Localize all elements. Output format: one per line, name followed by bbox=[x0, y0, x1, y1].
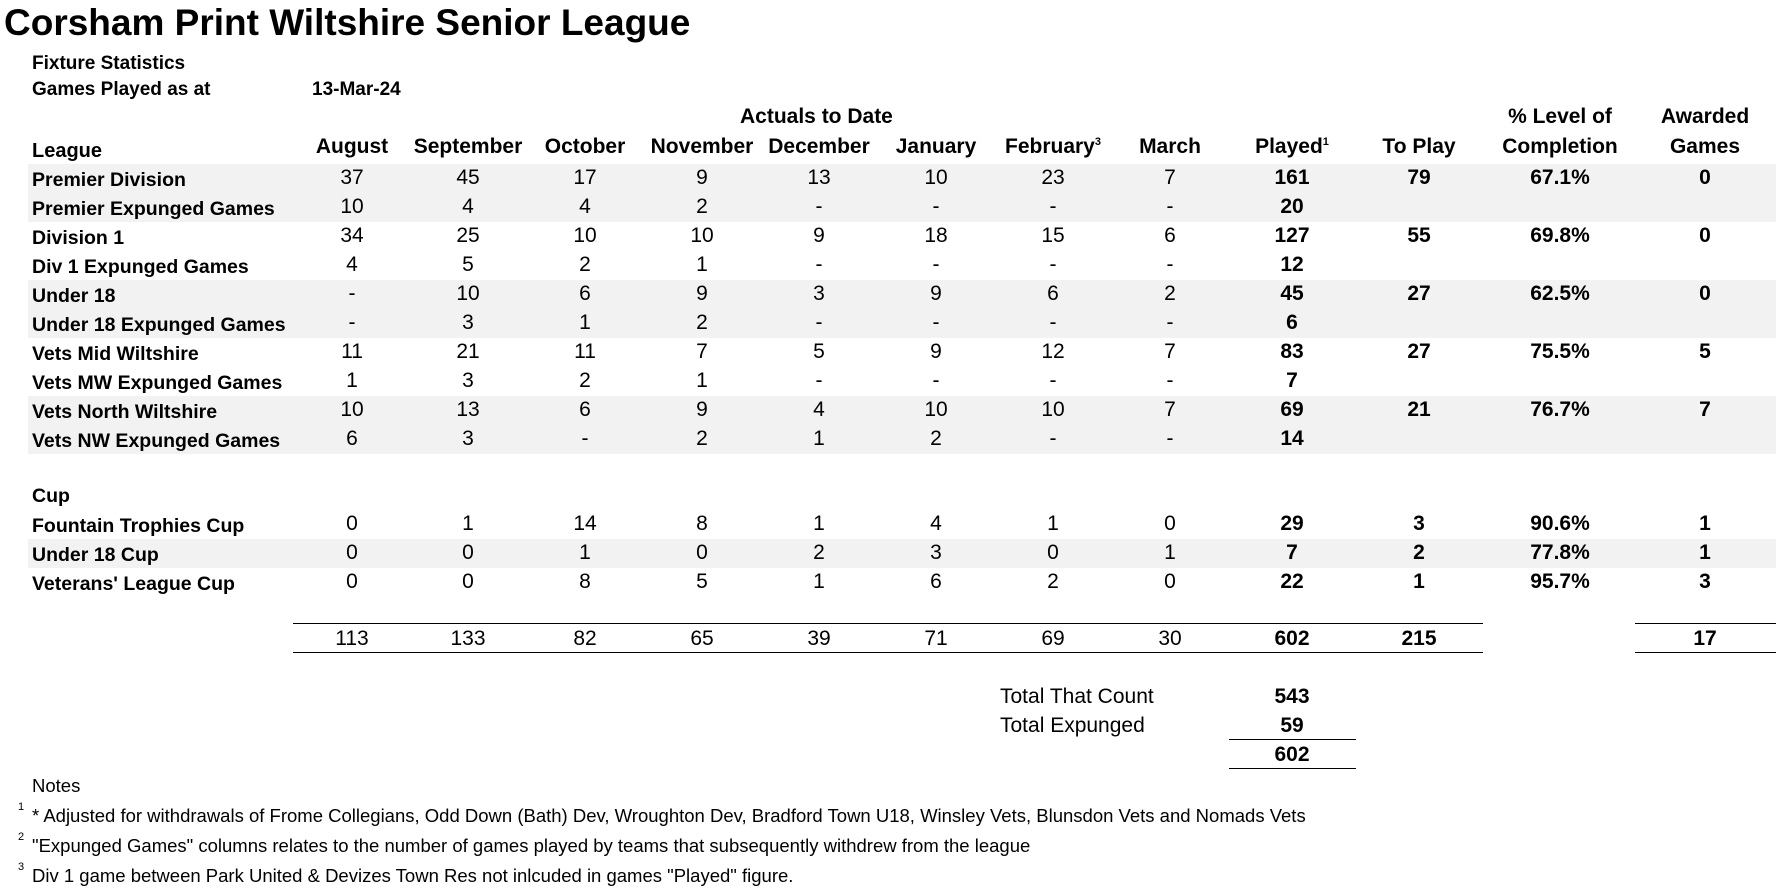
month-value: - bbox=[932, 195, 940, 218]
total-month-value: 71 bbox=[924, 627, 948, 650]
total-to-play: 215 bbox=[1401, 627, 1437, 650]
completion-value: 76.7% bbox=[1530, 398, 1590, 421]
played-value: 6 bbox=[1286, 311, 1298, 334]
month-value: 10 bbox=[340, 398, 364, 421]
month-value: 2 bbox=[696, 311, 708, 334]
league-header: League bbox=[32, 140, 103, 162]
played-value: 22 bbox=[1280, 570, 1304, 593]
summary-value: 543 bbox=[1274, 685, 1310, 708]
to-play-value: 55 bbox=[1407, 224, 1431, 247]
month-value: 1 bbox=[346, 369, 358, 392]
month-value: - bbox=[815, 311, 823, 334]
month-value: 5 bbox=[462, 253, 474, 276]
awarded-value: 1 bbox=[1699, 512, 1711, 535]
row-label: Under 18 Expunged Games bbox=[32, 314, 286, 336]
month-value: 18 bbox=[924, 224, 948, 247]
month-value: 0 bbox=[696, 541, 708, 564]
played-value: 45 bbox=[1280, 282, 1304, 305]
total-month-value: 39 bbox=[807, 627, 831, 650]
month-value: 10 bbox=[1041, 398, 1065, 421]
row-label: Vets NW Expunged Games bbox=[32, 430, 281, 452]
month-value: 6 bbox=[1047, 282, 1059, 305]
month-header-march: March bbox=[1139, 135, 1201, 158]
month-value: 9 bbox=[930, 340, 942, 363]
month-value: 4 bbox=[462, 195, 474, 218]
month-value: 1 bbox=[462, 512, 474, 535]
month-value: - bbox=[1166, 427, 1174, 450]
month-value: 0 bbox=[1164, 512, 1176, 535]
awarded-value: 7 bbox=[1699, 398, 1711, 421]
totals-bottom-rule bbox=[293, 652, 1483, 653]
month-value: 7 bbox=[1164, 398, 1176, 421]
month-value: 10 bbox=[924, 398, 948, 421]
to-play-value: 1 bbox=[1413, 570, 1425, 593]
month-value: 7 bbox=[1164, 166, 1176, 189]
total-month-value: 133 bbox=[450, 627, 486, 650]
month-value: 0 bbox=[1164, 570, 1176, 593]
month-value: 13 bbox=[807, 166, 831, 189]
completion-value: 90.6% bbox=[1530, 512, 1590, 535]
total-month-value: 30 bbox=[1158, 627, 1182, 650]
awarded-top-rule bbox=[1635, 623, 1776, 624]
month-value: 5 bbox=[813, 340, 825, 363]
month-value: 9 bbox=[696, 166, 708, 189]
total-played: 602 bbox=[1274, 627, 1310, 650]
month-value: 6 bbox=[579, 398, 591, 421]
row-label: Vets North Wiltshire bbox=[32, 401, 218, 423]
to-play-header: To Play bbox=[1382, 135, 1456, 158]
completion-value: 75.5% bbox=[1530, 340, 1590, 363]
month-value: 2 bbox=[696, 427, 708, 450]
to-play-value: 3 bbox=[1413, 512, 1425, 535]
month-value: 1 bbox=[813, 570, 825, 593]
month-value: 4 bbox=[346, 253, 358, 276]
row-label: Under 18 bbox=[32, 285, 116, 307]
month-value: 1 bbox=[1164, 541, 1176, 564]
notes-header: Notes bbox=[32, 775, 81, 796]
month-value: 6 bbox=[346, 427, 358, 450]
total-month-value: 82 bbox=[573, 627, 597, 650]
month-value: - bbox=[1049, 369, 1057, 392]
month-value: 6 bbox=[1164, 224, 1176, 247]
awarded-bottom-rule bbox=[1635, 652, 1776, 653]
cup-header: Cup bbox=[32, 485, 70, 507]
month-value: 9 bbox=[696, 398, 708, 421]
row-label: Under 18 Cup bbox=[32, 544, 159, 566]
month-value: 9 bbox=[696, 282, 708, 305]
month-value: 15 bbox=[1041, 224, 1065, 247]
month-value: 3 bbox=[462, 311, 474, 334]
month-value: 21 bbox=[456, 340, 480, 363]
month-value: - bbox=[932, 311, 940, 334]
played-value: 127 bbox=[1274, 224, 1310, 247]
awarded-value: 0 bbox=[1699, 166, 1711, 189]
note-text: "Expunged Games" columns relates to the number of games played by teams that subsequently withdrew from the league bbox=[32, 835, 1031, 856]
month-header-september: September bbox=[413, 135, 523, 158]
month-value: 6 bbox=[930, 570, 942, 593]
month-value: 2 bbox=[1164, 282, 1176, 305]
completion-value: 69.8% bbox=[1530, 224, 1590, 247]
played-header: Played$^1$ bbox=[1255, 135, 1329, 158]
month-value: 3 bbox=[930, 541, 942, 564]
played-value: 12 bbox=[1280, 253, 1304, 276]
awarded-value: 1 bbox=[1699, 541, 1711, 564]
month-value: 3 bbox=[462, 369, 474, 392]
completion-header-line1: % Level of bbox=[1508, 105, 1612, 128]
month-value: - bbox=[1166, 369, 1174, 392]
month-value: 2 bbox=[579, 253, 591, 276]
month-header-february: February$^3$ bbox=[1005, 135, 1101, 158]
month-value: 8 bbox=[579, 570, 591, 593]
month-value: 4 bbox=[930, 512, 942, 535]
played-value: 161 bbox=[1274, 166, 1310, 189]
played-value: 7 bbox=[1286, 541, 1298, 564]
month-value: 4 bbox=[813, 398, 825, 421]
month-value: 7 bbox=[696, 340, 708, 363]
month-value: - bbox=[815, 195, 823, 218]
month-value: 23 bbox=[1041, 166, 1065, 189]
month-value: 0 bbox=[346, 541, 358, 564]
to-play-value: 27 bbox=[1407, 340, 1431, 363]
played-value: 29 bbox=[1280, 512, 1304, 535]
month-value: - bbox=[932, 253, 940, 276]
month-value: 0 bbox=[462, 570, 474, 593]
total-month-value: 65 bbox=[690, 627, 714, 650]
row-label: Vets MW Expunged Games bbox=[32, 372, 283, 394]
month-value: 1 bbox=[579, 541, 591, 564]
month-value: 10 bbox=[456, 282, 480, 305]
month-value: 3 bbox=[462, 427, 474, 450]
summary-top-rule bbox=[1229, 739, 1356, 740]
played-value: 20 bbox=[1280, 195, 1304, 218]
month-value: 5 bbox=[696, 570, 708, 593]
month-value: - bbox=[815, 369, 823, 392]
note-mark: 2 bbox=[18, 831, 25, 843]
completion-value: 62.5% bbox=[1530, 282, 1590, 305]
month-value: - bbox=[1049, 195, 1057, 218]
as-at-date: 13-Mar-24 bbox=[312, 79, 401, 100]
month-value: 2 bbox=[930, 427, 942, 450]
played-value: 83 bbox=[1280, 340, 1304, 363]
row-label: Division 1 bbox=[32, 227, 125, 249]
month-value: 10 bbox=[573, 224, 597, 247]
awarded-value: 3 bbox=[1699, 570, 1711, 593]
month-header-december: December bbox=[768, 135, 870, 158]
played-value: 69 bbox=[1280, 398, 1304, 421]
month-value: 0 bbox=[1047, 541, 1059, 564]
month-value: 45 bbox=[456, 166, 480, 189]
month-value: 17 bbox=[573, 166, 597, 189]
month-value: 1 bbox=[813, 512, 825, 535]
summary-label: Total Expunged bbox=[1000, 714, 1145, 737]
month-value: 4 bbox=[579, 195, 591, 218]
note-text: * Adjusted for withdrawals of Frome Collegians, Odd Down (Bath) Dev, Wroughton Dev, Bradford Town U18, Winsley Vets, Blunsdon Vets and Nomads Vets bbox=[32, 805, 1306, 826]
summary-label: Total That Count bbox=[1000, 685, 1154, 708]
awarded-value: 0 bbox=[1699, 282, 1711, 305]
month-value: 1 bbox=[696, 369, 708, 392]
month-value: 10 bbox=[924, 166, 948, 189]
awarded-value: 5 bbox=[1699, 340, 1711, 363]
total-month-value: 113 bbox=[335, 627, 369, 650]
month-value: - bbox=[1049, 311, 1057, 334]
subtitle: Fixture Statistics bbox=[32, 53, 186, 74]
month-value: - bbox=[1049, 253, 1057, 276]
as-at-label: Games Played as at bbox=[32, 79, 211, 100]
month-value: 1 bbox=[813, 427, 825, 450]
note-mark: 1 bbox=[18, 801, 25, 813]
totals-top-rule bbox=[293, 623, 1483, 624]
played-value: 14 bbox=[1280, 427, 1304, 450]
summary-total: 602 bbox=[1274, 743, 1310, 766]
awarded-header-line1: Awarded bbox=[1660, 105, 1750, 128]
month-value: 8 bbox=[696, 512, 708, 535]
completion-value: 67.1% bbox=[1530, 166, 1590, 189]
month-value: 2 bbox=[813, 541, 825, 564]
month-value: - bbox=[932, 369, 940, 392]
total-awarded: 17 bbox=[1693, 627, 1717, 650]
row-label: Premier Expunged Games bbox=[32, 198, 275, 220]
month-value: 7 bbox=[1164, 340, 1176, 363]
to-play-value: 79 bbox=[1407, 166, 1431, 189]
month-value: 11 bbox=[341, 340, 363, 363]
row-label: Veterans' League Cup bbox=[32, 573, 235, 595]
month-value: 34 bbox=[340, 224, 364, 247]
month-value: - bbox=[1166, 195, 1174, 218]
month-value: - bbox=[815, 253, 823, 276]
month-value: 14 bbox=[573, 512, 597, 535]
row-label: Fountain Trophies Cup bbox=[32, 515, 245, 537]
month-value: 2 bbox=[579, 369, 591, 392]
to-play-value: 21 bbox=[1407, 398, 1431, 421]
month-value: 9 bbox=[813, 224, 825, 247]
page-title: Corsham Print Wiltshire Senior League bbox=[4, 2, 691, 43]
to-play-value: 2 bbox=[1413, 541, 1425, 564]
awarded-value: 0 bbox=[1699, 224, 1711, 247]
month-value: - bbox=[1049, 427, 1057, 450]
month-value: - bbox=[581, 427, 589, 450]
completion-value: 95.7% bbox=[1530, 570, 1590, 593]
awarded-header-line2: Games bbox=[1669, 135, 1741, 158]
month-value: 3 bbox=[813, 282, 825, 305]
month-value: 11 bbox=[574, 340, 596, 363]
month-value: 37 bbox=[340, 166, 364, 189]
month-value: 1 bbox=[579, 311, 591, 334]
month-value: 10 bbox=[340, 195, 364, 218]
month-value: - bbox=[348, 311, 356, 334]
total-month-value: 69 bbox=[1041, 627, 1065, 650]
month-value: 2 bbox=[696, 195, 708, 218]
month-value: 10 bbox=[690, 224, 714, 247]
month-value: 2 bbox=[1047, 570, 1059, 593]
played-value: 7 bbox=[1286, 369, 1298, 392]
month-value: - bbox=[1166, 311, 1174, 334]
to-play-value: 27 bbox=[1407, 282, 1431, 305]
note-mark: 3 bbox=[18, 861, 25, 873]
month-value: 1 bbox=[1047, 512, 1059, 535]
month-header-october: October bbox=[544, 135, 626, 158]
month-header-november: November bbox=[650, 135, 754, 158]
month-value: 0 bbox=[462, 541, 474, 564]
month-value: 0 bbox=[346, 512, 358, 535]
month-value: 12 bbox=[1041, 340, 1065, 363]
note-text: Div 1 game between Park United & Devizes Town Res not inlcuded in games "Played" figure. bbox=[32, 865, 794, 886]
month-value: - bbox=[1166, 253, 1174, 276]
month-value: - bbox=[348, 282, 356, 305]
actuals-header: Actuals to Date bbox=[740, 105, 893, 128]
month-value: 25 bbox=[456, 224, 480, 247]
summary-bottom-rule bbox=[1229, 768, 1356, 769]
completion-value: 77.8% bbox=[1530, 541, 1590, 564]
month-header-january: January bbox=[895, 135, 977, 158]
month-value: 9 bbox=[930, 282, 942, 305]
row-label: Premier Division bbox=[32, 169, 186, 191]
month-header-august: August bbox=[315, 135, 389, 158]
summary-value: 59 bbox=[1280, 714, 1304, 737]
row-label: Div 1 Expunged Games bbox=[32, 256, 249, 278]
month-value: 13 bbox=[456, 398, 480, 421]
completion-header-line2: Completion bbox=[1502, 135, 1618, 158]
month-value: 1 bbox=[696, 253, 708, 276]
month-value: 0 bbox=[346, 570, 358, 593]
row-label: Vets Mid Wiltshire bbox=[32, 343, 199, 365]
month-value: 6 bbox=[579, 282, 591, 305]
